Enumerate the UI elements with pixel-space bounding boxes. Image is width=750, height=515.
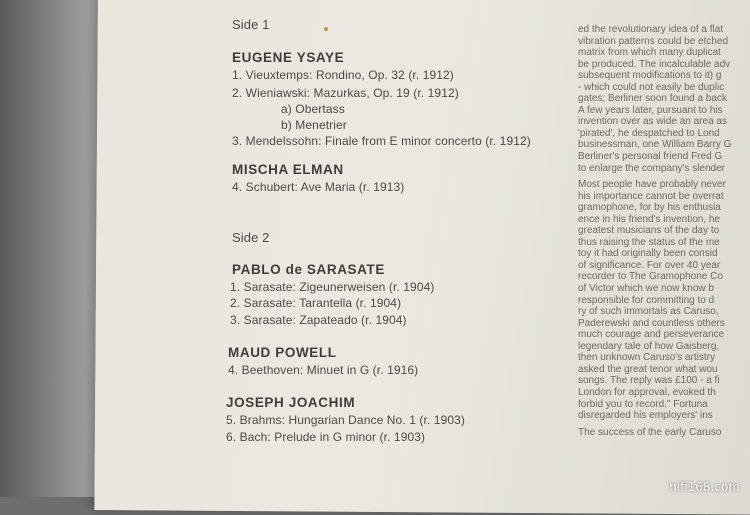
notes-line: then unknown Caruso's artistry bbox=[578, 352, 715, 364]
liner-notes-para-2 bbox=[578, 179, 750, 421]
notes-line: thus raising the status of the me bbox=[578, 236, 720, 248]
side-2-heading: Side 2 bbox=[232, 230, 270, 245]
notes-line: London for approval, evoked th bbox=[578, 386, 716, 398]
notes-line: businessman, one William Barry G bbox=[578, 139, 732, 151]
artist-joseph-joachim: JOSEPH JOACHIM bbox=[226, 395, 356, 410]
notes-line: Berliner's personal friend Fred G bbox=[578, 151, 723, 163]
artist-maud-powell: MAUD POWELL bbox=[228, 345, 337, 360]
track-s2-4: 4. Beethoven: Minuet in G (r. 1916) bbox=[228, 363, 419, 377]
notes-line: The success of the early Caruso bbox=[578, 426, 722, 438]
side-1-heading: Side 1 bbox=[232, 17, 270, 32]
track-s1-1: 1. Vieuxtemps: Rondino, Op. 32 (r. 1912) bbox=[232, 68, 454, 82]
notes-line: legendary tale of how Gaisberg, bbox=[578, 340, 720, 352]
notes-line: ry of such immortals as Caruso, bbox=[578, 306, 719, 318]
track-listing bbox=[226, 0, 560, 497]
notes-line: asked the great tenor what wou bbox=[578, 363, 718, 375]
notes-line: 'pirated', he despatched to Lond bbox=[578, 127, 720, 139]
notes-line: disregarded his employers' ins bbox=[578, 410, 713, 422]
notes-line: toy it had originally been consid bbox=[578, 248, 718, 260]
notes-line: A few years later, pursuant to his bbox=[578, 104, 723, 116]
liner-notes-para-3 bbox=[578, 427, 750, 439]
artist-pablo-de-sarasate: PABLO de SARASATE bbox=[232, 262, 385, 277]
track-s2-2: 2. Sarasate: Tarantella (r. 1904) bbox=[230, 296, 402, 310]
notes-line: of significance. For over 40 year bbox=[578, 259, 721, 271]
track-s2-3: 3. Sarasate: Zapateado (r. 1904) bbox=[230, 313, 407, 327]
notes-line: recorder to The Gramophone Co bbox=[578, 271, 723, 283]
notes-line: invention over as wide an area as bbox=[578, 116, 727, 128]
notes-line: gramophone, for by his enthusia bbox=[578, 202, 721, 214]
track-s1-4: 4. Schubert: Ave Maria (r. 1913) bbox=[232, 180, 405, 194]
artist-mischa-elman: MISCHA ELMAN bbox=[232, 162, 344, 177]
notes-line: gates; Berliner soon found a back bbox=[578, 93, 727, 105]
notes-line: songs. The reply was £100 - a fi bbox=[578, 375, 720, 387]
notes-line: responsible for committing to d bbox=[578, 294, 715, 306]
notes-line: Most people have probably never bbox=[578, 179, 726, 191]
notes-line: - which could not easily be duplic bbox=[578, 81, 725, 93]
notes-line: his importance cannot be overrat bbox=[578, 190, 724, 202]
watermark-text: hifi168.com bbox=[669, 480, 740, 494]
notes-line: Paderewski and countless others bbox=[578, 317, 725, 329]
track-s2-5: 5. Brahms: Hungarian Dance No. 1 (r. 1903) bbox=[226, 413, 465, 427]
track-s1-2a: a) Obertass bbox=[281, 102, 345, 116]
artist-eugene-ysaye: EUGENE YSAYE bbox=[232, 50, 345, 65]
liner-notes bbox=[578, 24, 750, 494]
notes-line: matrix from which many duplicat bbox=[578, 47, 721, 59]
notes-line: to enlarge the company's slender bbox=[578, 162, 725, 174]
track-s2-1: 1. Sarasate: Zigeunerweisen (r. 1904) bbox=[230, 280, 435, 294]
background-shadow bbox=[0, 0, 100, 497]
notes-line: ed the revolutionary idea of a flat bbox=[578, 24, 724, 35]
track-s2-6: 6. Bach: Prelude in G minor (r. 1903) bbox=[226, 430, 426, 444]
notes-line: much courage and perseverance bbox=[578, 329, 725, 341]
liner-notes-para-1 bbox=[578, 24, 750, 174]
track-s1-2: 2. Wieniawski: Mazurkas, Op. 19 (r. 1912) bbox=[232, 86, 459, 100]
notes-line: ence in his friend's invention, he bbox=[578, 213, 720, 225]
notes-line: of Victor which we now know b bbox=[578, 283, 714, 295]
notes-line: forbid you to record." Fortuna bbox=[578, 398, 708, 410]
notes-line: be produced. The incalculable adv bbox=[578, 58, 731, 70]
sleeve-speck bbox=[324, 27, 328, 31]
track-s1-3: 3. Mendelssohn: Finale from E minor concerto (r. 1912) bbox=[232, 134, 531, 148]
notes-line: vibration patterns could be etched bbox=[578, 35, 729, 47]
notes-line: greatest musicians of the day to bbox=[578, 225, 720, 237]
track-s1-2b: b) Menetrier bbox=[281, 118, 347, 132]
notes-line: subsequent modifications to it) g bbox=[578, 70, 722, 82]
